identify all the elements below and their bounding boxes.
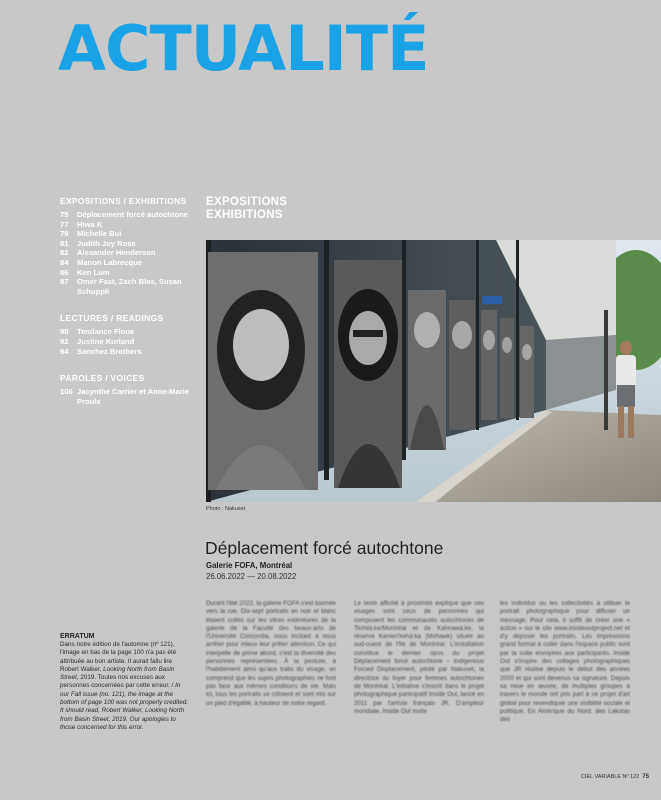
section-label-en: EXHIBITIONS (206, 209, 283, 221)
toc-item[interactable] (60, 387, 190, 406)
toc-item[interactable] (60, 268, 190, 278)
erratum-en-work-title: Looking North from Basin Street (60, 707, 185, 723)
erratum-fr-text-end: , 2019. Toutes nos excuses aux personnes concernées par cette erreur. / (60, 674, 176, 690)
toc-item[interactable] (60, 337, 190, 347)
toc-item[interactable] (60, 277, 190, 296)
toc-heading: EXPOSITIONS / EXHIBITIONS (60, 196, 187, 206)
toc-page: 84 (60, 257, 69, 267)
article-dates: 26.06.2022 — 20.08.2022 (206, 572, 297, 581)
toc-title: Omer Fast, Zach Blas, Susan Schuppli (77, 277, 182, 296)
toc-item[interactable] (60, 347, 190, 357)
toc-title: Judith Joy Ross (77, 238, 136, 248)
toc-heading: PAROLES / VOICES (60, 373, 145, 384)
toc-item[interactable] (60, 220, 190, 230)
toc-page: 106 (60, 387, 73, 397)
table-of-contents (60, 196, 190, 423)
photo-credit: Photo : Nakuset (206, 506, 246, 512)
section-label-fr: EXPOSITIONS (206, 196, 288, 208)
toc-item[interactable] (60, 239, 190, 249)
toc-title: Hiwa K (77, 219, 103, 229)
toc-title: Justine Kurland (77, 336, 135, 346)
toc-item[interactable] (60, 210, 190, 220)
toc-title: Sanchez Brothers (77, 346, 142, 356)
toc-section-readings (60, 313, 190, 356)
toc-title: Déplacement forcé autochtone (77, 210, 188, 219)
toc-page: 77 (60, 219, 69, 229)
article-title: Déplacement forcé autochtone (205, 538, 444, 558)
page-footer (581, 774, 649, 780)
toc-title: Manon Labrecque (77, 257, 142, 267)
toc-item[interactable] (60, 258, 190, 268)
erratum-text (60, 641, 190, 732)
toc-title: Tendance Floue (77, 327, 135, 337)
footer-magazine: CIEL VARIABLE Nº 122 (580, 774, 640, 780)
erratum-fr-work-title: Looking North from Basin Street (60, 665, 175, 682)
erratum-box (60, 633, 190, 732)
toc-title: Jacynthe Carrier et Anne-Marie Proulx (77, 387, 189, 406)
erratum-en-text: In our Fall issue (no. 121), the image at the bottom of page 100 was not properly credited. It should read, Robert Walker, (60, 682, 189, 715)
toc-title: Michelle Bui (77, 229, 122, 239)
toc-page: 79 (60, 229, 69, 239)
erratum-heading: ERRATUM (60, 633, 95, 640)
toc-item[interactable] (60, 327, 190, 337)
toc-page: 92 (60, 336, 69, 346)
toc-title: Ken Lum (77, 267, 110, 277)
toc-heading: LECTURES / READINGS (60, 313, 164, 324)
toc-item[interactable] (60, 248, 190, 258)
article-column-3: les individus ou les collectivités à utiliser le portrait photographique pour diffuser un message. Pour cela, il suffit de créer une « action » sur le site www.insideoutproject.net et d'y déposer les portraits. Les impressions grand format à coller dans l'espace public sont par la suite envoyées aux participants. Inside Out s'inspire des collages photographiques que JR réalise depuis le début des années 2000 et qui sont devenus sa signature. Depuis sa mise en œuvre, de multiples groupes à travers le monde ont pris part à ce projet d'art global pour revendiquer une visibilité sociale et politique. En Amérique du Nord, des Lakotas des (500, 600, 630, 724)
toc-title: Alexander Henderson (77, 248, 156, 258)
article-column-2: Le texte affiché à proximité explique que ces visages sont ceux de personnes qui composent les communautés autochtones de Tiohtià:ke/Montréal et de Kahnawà:ke, la réserve Kanien'kehá:ka (Mohawk) située au sud-ouest de l'île de Montréal. L'installation constitue le dernier opus du projet Déplacement forcé autochtone – Indigenous Forced Displacement, piloté par Nakuset, la directrice du foyer pour femmes autochtones de Montréal. L'initiative s'inscrit dans le projet photographique participatif Inside Out, lancé en 2011 par l'artiste français JR. D'ampleur mondiale, Inside Out invite (354, 600, 484, 715)
article-column-1: Durant l'été 2022, la galerie FOFA s'est tournée vers la rue. Dix-sept portraits en noir et blanc étaient collés sur les vitres extérieures de la galerie de la Faculté des beaux-arts de l'Université Concordia, nous incitant à nous arrêter pour mieux leur prêter attention. Ce qui interpelle de prime abord, c'est la diversité des personnes représentées. À la posture, à l'habillement ainsi qu'aux traits du visage, on comprend que les sujets photographiés ne font pas face aux mêmes conditions de vie. Mais ici, tous les portraits se côtoient et sont mis sur un pied d'égalité, à hauteur de notre regard. (206, 600, 336, 707)
toc-page: 86 (60, 267, 69, 277)
toc-section-voices (60, 373, 190, 406)
toc-page: 90 (60, 327, 69, 337)
erratum-fr-text: Dans notre édition de l'automne (nº 121), l'image en bas de la page 100 n'a pas été attribuée au bon artiste. Il aurait fallu lire Robert Walker, (60, 641, 177, 673)
article-venue: Galerie FOFA, Montréal (206, 561, 293, 570)
toc-page: 87 (60, 277, 69, 287)
erratum-en-text-end: , 2019. Our apologies to those concerned for this error. (60, 715, 176, 731)
toc-item[interactable] (60, 229, 190, 239)
toc-section-exhibitions (60, 196, 190, 296)
exhibition-photo (206, 240, 661, 502)
section-label (206, 196, 287, 222)
toc-page: 82 (60, 248, 69, 258)
toc-page: 81 (60, 238, 69, 248)
masthead-title: ACTUALITÉ (58, 12, 429, 85)
toc-page: 94 (60, 346, 69, 356)
footer-page-number: 75 (642, 774, 649, 780)
toc-page: 75 (60, 210, 69, 219)
